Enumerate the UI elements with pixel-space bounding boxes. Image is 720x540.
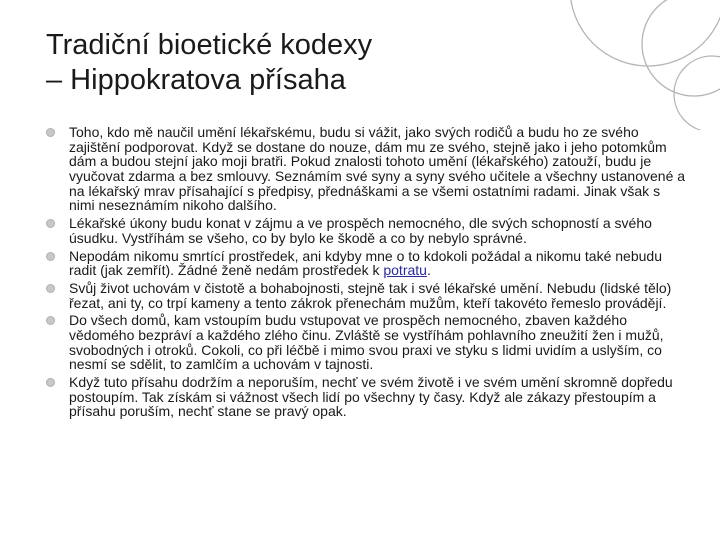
list-item (46, 125, 686, 213)
list-item (46, 216, 686, 245)
slide-title-line-2: – Hippokratova přísaha (46, 64, 346, 97)
list-item (46, 313, 686, 372)
list-item (46, 375, 686, 419)
list-item-text: Do všech domů, kam vstoupím budu vstupovat ve prospěch nemocného, zbaven každého vědomého bezpráví a každého zlého činu. Zvláště se vystříhám pohlavního zneužití žen i mužů, svobodných i otroků. Cokoli, co při léčbě i mimo svou praxi ve styku s lidmi uvidím a uslyším, co nesmí se sdělit, to zamlčím a uchovám v tajnosti. (69, 312, 664, 373)
list-item-text: Nepodám nikomu smrtící prostředek, ani kdyby mne o to kdokoli požádal a nikomu také nebudu radit (jak zemřít). Žádné ženě nedám prostředek k (69, 247, 662, 279)
oath-bullet-list (46, 125, 686, 422)
list-item (46, 281, 686, 310)
circle-bullet-icon (46, 128, 55, 137)
list-item-text-end: . (426, 262, 431, 279)
circle-bullet-icon (46, 316, 55, 325)
slide-title (46, 28, 516, 99)
list-item-text: Lékařské úkony budu konat v zájmu a ve prospěch nemocného, dle svých schopností a svého úsudku. Vystříhám se všeho, co by bylo ke škodě a co by nebylo správné. (69, 215, 652, 246)
list-item-text: Toho, kdo mě naučil umění lékařskému, budu si vážit, jako svých rodičů a budu ho ze svého zajištění podporovat. Když se dostane do nouze, dám mu ze svého, stejně jako i jeho potomkům dám a budou stejní jako moji bratři. Pokud znalosti tohoto umění (lékařského) zatouží, budu je vyučovat zdarma a bez smlouvy. Seznámím své syny a syny svého učitele a všechny ustanovené a na lékařský mrav přísahající s předpisy, přednáškami a se všemi ostatními radami. Jinak však s nimi neseznámím nikoho dalšího. (69, 124, 686, 214)
circle-bullet-icon (46, 252, 55, 261)
circle-bullet-icon (46, 284, 55, 293)
list-item-text: Když tuto přísahu dodržím a neporuším, nechť ve svém životě i ve svém umění skromně dopředu postoupím. Tak získám si vážnost všech lidí po všechny ty časy. Když ale zákazy přestoupím a přísahu poruším, nechť stane se pravý opak. (69, 374, 673, 420)
overlapping-circles-decoration (480, 0, 720, 130)
slide-title-line-1: Tradiční bioetické kodexy (46, 29, 373, 61)
circle-bullet-icon (46, 378, 55, 387)
list-item-text: Svůj život uchovám v čistotě a bohabojnosti, stejně tak i své lékařské umění. Nebudu (lidské tělo) řezat, ani ty, co trpí kameny a tento zákrok přenechám mužům, kteří takovéto řemeslo provádějí. (69, 279, 672, 311)
potratu-link[interactable]: potratu (383, 262, 427, 279)
circle-bullet-icon (46, 219, 55, 228)
list-item (46, 249, 686, 278)
